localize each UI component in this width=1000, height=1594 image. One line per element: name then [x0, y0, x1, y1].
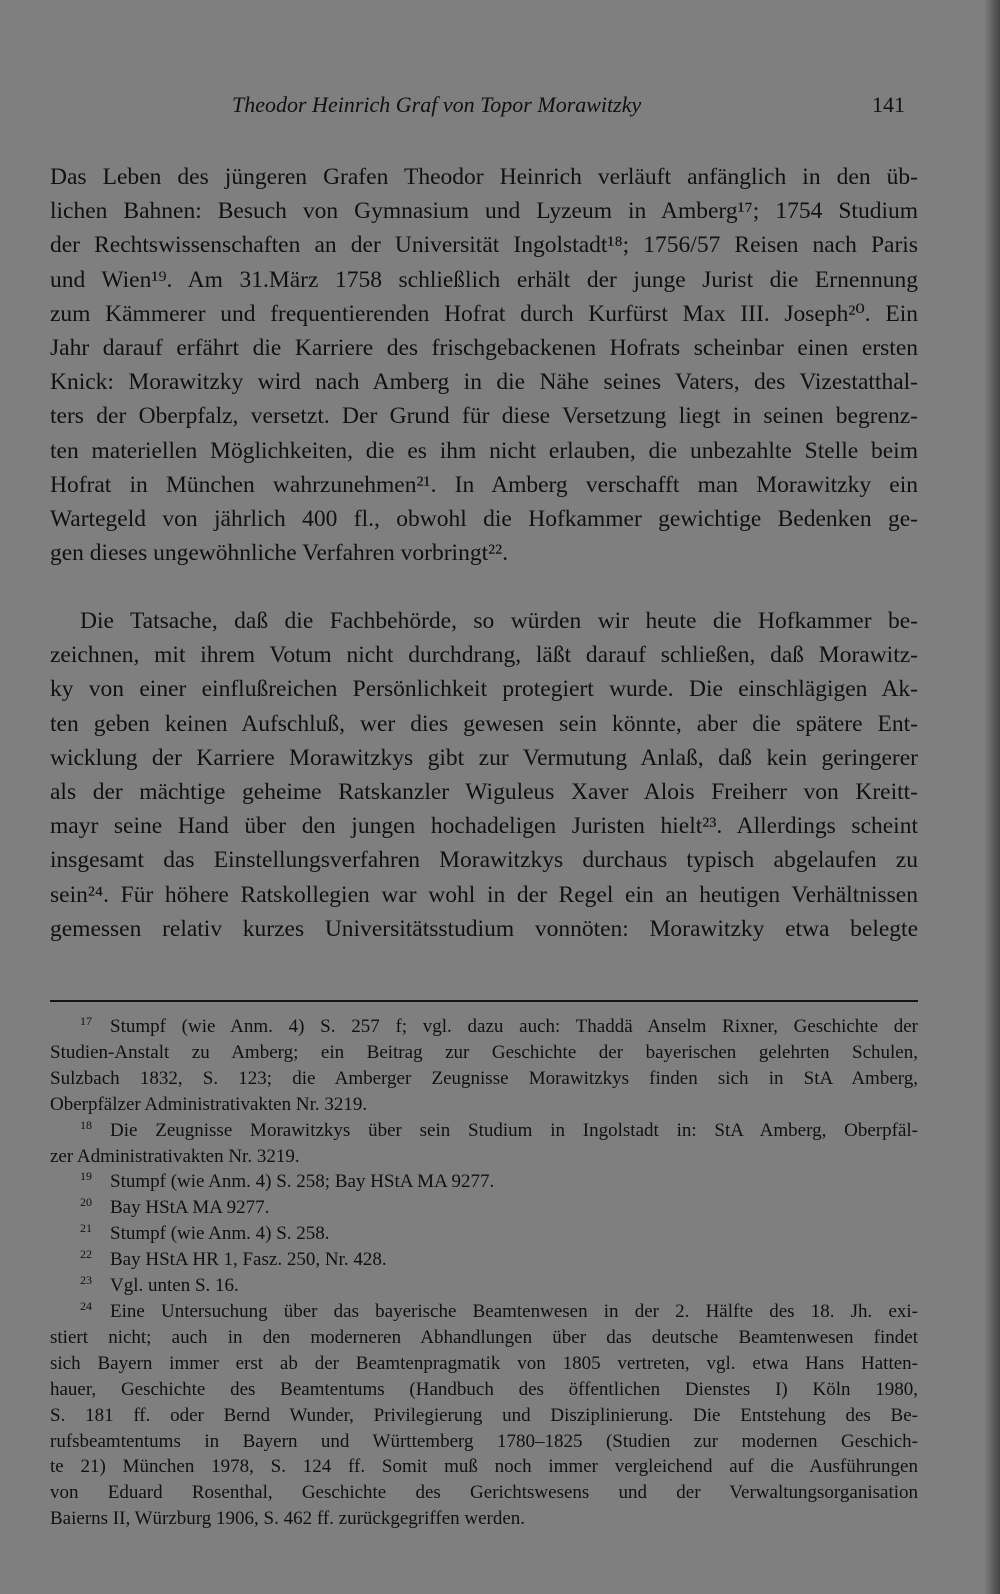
footnote-line: 24 Eine Untersuchung über das bayerische Beamtenwesen in der 2. Hälfte des 18. Jh. exi- — [80, 1298, 918, 1322]
footnote-line: sich Bayern immer erst ab der Beamtenpragmatik von 1805 vertreten, vgl. etwa Hans Hatten- — [50, 1352, 918, 1374]
footnote-line: Sulzbach 1832, S. 123; die Amberger Zeugnisse Morawitzkys finden sich in StA Amberg, — [50, 1067, 918, 1089]
text-line: gen dieses ungewöhnliche Verfahren vorbringt²². — [50, 540, 509, 567]
text-line: ten geben keinen Aufschluß, wer dies gewesen sein könnte, aber die spätere Ent- — [50, 710, 918, 737]
footnote-23 — [50, 1273, 918, 1299]
footnote-24 — [50, 1299, 918, 1532]
text-line: als der mächtige geheime Ratskanzler Wiguleus Xaver Alois Freiherr von Kreitt- — [50, 779, 918, 806]
footnote-line: zer Administrativakten Nr. 3219. — [50, 1145, 300, 1167]
footnote-text: Stumpf (wie Anm. 4) S. 258; Bay HStA MA 9277. — [110, 1171, 495, 1193]
footnote-line: 18 Die Zeugnisse Morawitzkys über sein Studium in Ingolstadt in: StA Amberg, Oberpfäl- — [80, 1117, 918, 1141]
text-line: Das Leben des jüngeren Grafen Theodor Heinrich verläuft anfänglich in den üb- — [50, 164, 918, 190]
text-line: insgesamt das Einstellungsverfahren Morawitzkys durchaus typisch abgelaufen zu — [50, 847, 918, 874]
text-line: sein²⁴. Für höhere Ratskollegien war wohl in der Regel ein an heutigen Verhältnissen — [50, 881, 918, 908]
running-head-title: Theodor Heinrich Graf von Topor Morawitzky — [232, 92, 642, 117]
text-line: Knick: Morawitzky wird nach Amberg in die Nähe seines Vaters, des Vizestatthal- — [50, 369, 918, 396]
text-line: und Wien¹⁹. Am 31.März 1758 schließlich erhält der junge Jurist die Ernennung — [50, 266, 918, 293]
text-line: gemessen relativ kurzes Universitätsstudium vonnöten: Morawitzky etwa belegte — [50, 915, 918, 942]
footnote-line: stiert nicht; auch in den moderneren Abhandlungen über das deutsche Beamtenwesen findet — [50, 1326, 918, 1348]
footnote-18 — [50, 1118, 918, 1170]
footnote-line: 21 Stumpf (wie Anm. 4) S. 258. — [80, 1221, 330, 1245]
text-line: Hofrat in München wahrzunehmen²¹. In Amberg verschafft man Morawitzky ein — [50, 471, 918, 498]
running-head — [232, 88, 905, 122]
footnote-line: Baierns II, Würzburg 1906, S. 462 ff. zurückgegriffen werden. — [50, 1508, 526, 1530]
footnote-line: 22 Bay HStA HR 1, Fasz. 250, Nr. 428. — [80, 1247, 387, 1271]
page-edge-shadow — [984, 0, 1000, 1594]
footnote-line: 20 Bay HStA MA 9277. — [80, 1195, 270, 1219]
footnote-line: rufsbeamtentums in Bayern und Württemberg 1780–1825 (Studien zur modernen Geschich- — [50, 1430, 918, 1452]
footnote-line: 17 Stumpf (wie Anm. 4) S. 257 f; vgl. dazu auch: Thaddä Anselm Rixner, Geschichte der — [80, 1014, 918, 1037]
text-line: Die Tatsache, daß die Fachbehörde, so würden wir heute die Hofkammer be- — [80, 608, 918, 634]
footnote-line: S. 181 ff. oder Bernd Wunder, Privilegierung und Disziplinierung. Die Entstehung des Be- — [50, 1404, 918, 1426]
paragraph-2 — [50, 604, 918, 946]
text-line: ten materiellen Möglichkeiten, die es ihm nicht erlauben, die unbezahlte Stelle beim — [50, 437, 918, 464]
footnote-text: Bay HStA HR 1, Fasz. 250, Nr. 428. — [110, 1249, 387, 1271]
text-line: der Rechtswissenschaften an der Universität Ingolstadt¹⁸; 1756/57 Reisen nach Paris — [50, 232, 918, 259]
page-number: 141 — [872, 92, 905, 117]
footnote-line: von Eduard Rosenthal, Geschichte des Gerichtswesens und der Verwaltungsorganisation — [50, 1482, 918, 1504]
footnote-text: Eine Untersuchung über das bayerische Beamtenwesen in der 2. Hälfte des 18. Jh. exi- — [110, 1300, 918, 1322]
footnote-21 — [50, 1221, 918, 1247]
text-line: ters der Oberpfalz, versetzt. Der Grund für diese Versetzung liegt in seinen begrenz- — [50, 403, 918, 430]
footnote-separator — [50, 1000, 918, 1002]
footnote-line: hauer, Geschichte des Beamtentums (Handbuch des öffentlichen Dienstes I) Köln 1980, — [50, 1378, 918, 1400]
footnotes — [50, 1014, 918, 1532]
footnote-text: Bay HStA MA 9277. — [110, 1197, 270, 1219]
text-line: wicklung der Karriere Morawitzkys gibt zur Vermutung Anlaß, daß kein geringerer — [50, 744, 918, 771]
text-line: zeichnen, mit ihrem Votum nicht durchdrang, läßt darauf schließen, daß Morawitz- — [50, 642, 918, 669]
text-line: mayr seine Hand über den jungen hochadeligen Juristen hielt²³. Allerdings scheint — [50, 813, 918, 840]
footnote-text: Stumpf (wie Anm. 4) S. 257 f; vgl. dazu auch: Thaddä Anselm Rixner, Geschichte der — [110, 1016, 918, 1037]
text-line: lichen Bahnen: Besuch von Gymnasium und Lyzeum in Amberg¹⁷; 1754 Studium — [50, 198, 918, 225]
text-line: zum Kämmerer und frequentierenden Hofrat durch Kurfürst Max III. Joseph²⁰. Ein — [50, 300, 918, 327]
footnote-line: Oberpfälzer Administrativakten Nr. 3219. — [50, 1093, 368, 1115]
footnote-line: 19 Stumpf (wie Anm. 4) S. 258; Bay HStA MA 9277. — [80, 1169, 495, 1193]
footnote-22 — [50, 1247, 918, 1273]
text-line: Wartegeld von jährlich 400 fl., obwohl die Hofkammer gewichtige Bedenken ge- — [50, 506, 918, 533]
footnote-text: Die Zeugnisse Morawitzkys über sein Studium in Ingolstadt in: StA Amberg, Oberpfäl- — [110, 1119, 918, 1141]
text-line: ky von einer einflußreichen Persönlichkeit protegiert wurde. Die einschlägigen Ak- — [50, 676, 918, 703]
footnote-19 — [50, 1169, 918, 1195]
paragraph-1 — [50, 160, 918, 570]
footnote-line: Studien-Anstalt zu Amberg; ein Beitrag zur Geschichte der bayerischen gelehrten Schulen, — [50, 1041, 918, 1063]
footnote-17 — [50, 1014, 918, 1118]
footnote-line: te 21) München 1978, S. 124 ff. Somit muß noch immer vergleichend auf die Ausführungen — [50, 1456, 918, 1478]
footnote-text: Vgl. unten S. 16. — [110, 1275, 239, 1297]
footnote-line: 23 Vgl. unten S. 16. — [80, 1273, 239, 1297]
footnote-20 — [50, 1195, 918, 1221]
footnote-text: Stumpf (wie Anm. 4) S. 258. — [110, 1223, 330, 1245]
text-line: Jahr darauf erfährt die Karriere des frischgebackenen Hofrats scheinbar einen ersten — [50, 335, 918, 362]
